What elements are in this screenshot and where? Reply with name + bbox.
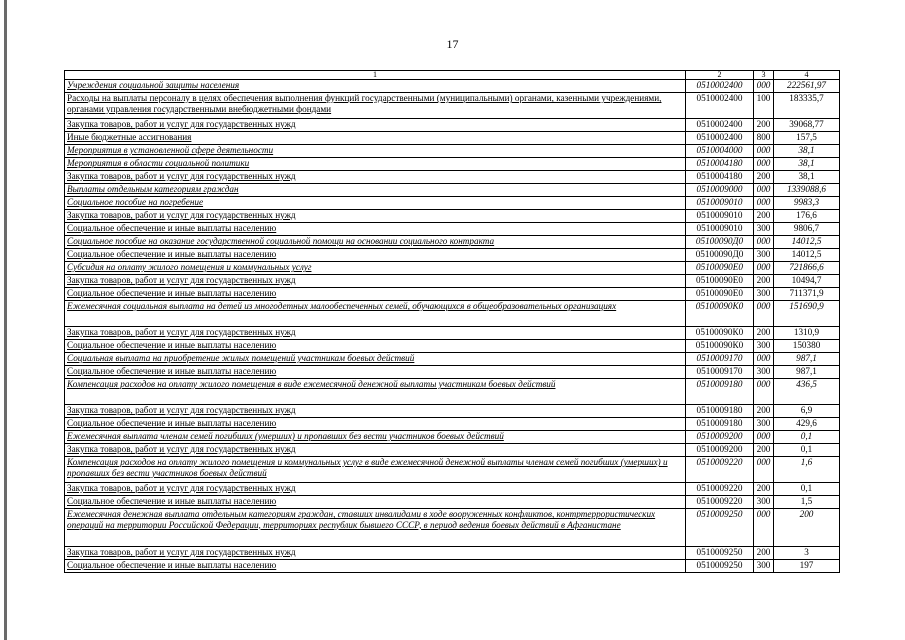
table-row [65,249,840,262]
row-code-cell: 0510009200 [686,431,754,444]
budget-table [64,70,840,573]
table-row [65,353,840,366]
row-code-cell: 0510002400 [686,119,754,132]
row-type-cell: 000 [754,509,774,547]
table-row [65,418,840,431]
row-name-cell: Закупка товаров, работ и услуг для государственных нужд [65,483,686,496]
row-name-cell: Социальное обеспечение и иные выплаты населению [65,366,686,379]
row-type-cell: 200 [754,275,774,288]
table-row [65,236,840,249]
row-name-cell: Закупка товаров, работ и услуг для государственных нужд [65,405,686,418]
row-name-cell: Закупка товаров, работ и услуг для государственных нужд [65,327,686,340]
row-code-cell: 0510009180 [686,405,754,418]
row-sum-cell: 1310,9 [774,327,840,340]
row-sum-cell: 10494,7 [774,275,840,288]
row-type-cell: 000 [754,353,774,366]
row-type-cell: 000 [754,301,774,327]
row-sum-cell: 429,6 [774,418,840,431]
table-row [65,366,840,379]
row-name-cell: Закупка товаров, работ и услуг для государственных нужд [65,119,686,132]
row-name-cell: Расходы на выплаты персоналу в целях обеспечения выполнения функций государственными (муниципальными) органами, казенными учреждениями, органами управления государственными внебюджетными фондами [65,93,686,119]
row-name-cell: Субсидия на оплату жилого помещения и коммунальных услуг [65,262,686,275]
row-type-cell: 200 [754,119,774,132]
table-row [65,288,840,301]
table-row [65,327,840,340]
row-name-cell: Учреждения социальной защиты населения [65,80,686,93]
row-code-cell: 0510002400 [686,80,754,93]
row-code-cell: 05100090К0 [686,327,754,340]
row-name-cell: Компенсация расходов на оплату жилого помещения и коммунальных услуг в виде ежемесячной денежной выплаты членам семей погибших (умерших) и пропавших без вести участников боевых действий [65,457,686,483]
row-sum-cell: 711371,9 [774,288,840,301]
row-type-cell: 200 [754,547,774,560]
row-type-cell: 300 [754,288,774,301]
row-sum-cell: 436,5 [774,379,840,405]
row-sum-cell: 6,9 [774,405,840,418]
row-sum-cell: 987,1 [774,353,840,366]
table-row [65,379,840,405]
row-type-cell: 200 [754,210,774,223]
row-name-cell: Компенсация расходов на оплату жилого помещения в виде ежемесячной денежной выплаты участникам боевых действий [65,379,686,405]
row-code-cell: 0510009220 [686,483,754,496]
table-row [65,197,840,210]
row-type-cell: 200 [754,444,774,457]
row-type-cell: 000 [754,262,774,275]
row-name-cell: Социальная выплата на приобретение жилых помещений участникам боевых действий [65,353,686,366]
row-sum-cell: 1,6 [774,457,840,483]
row-code-cell: 05100090Е0 [686,275,754,288]
table-row [65,301,840,327]
page-number: 17 [446,37,459,51]
row-type-cell: 300 [754,366,774,379]
table-row [65,509,840,547]
row-type-cell: 000 [754,158,774,171]
table-row [65,119,840,132]
row-code-cell: 0510009250 [686,560,754,573]
header-col-3: 3 [754,71,774,80]
row-type-cell: 100 [754,93,774,119]
table-header-row [65,71,840,80]
row-code-cell: 0510009170 [686,353,754,366]
header-col-4: 4 [774,71,840,80]
row-code-cell: 0510009250 [686,509,754,547]
table-row [65,171,840,184]
row-name-cell: Социальное обеспечение и иные выплаты населению [65,418,686,431]
row-code-cell: 0510004180 [686,158,754,171]
row-type-cell: 200 [754,405,774,418]
row-type-cell: 000 [754,457,774,483]
row-name-cell: Социальное обеспечение и иные выплаты населению [65,223,686,236]
row-name-cell: Мероприятия в установленной сфере деятельности [65,145,686,158]
row-sum-cell: 14012,5 [774,249,840,262]
row-type-cell: 300 [754,249,774,262]
row-sum-cell: 176,6 [774,210,840,223]
table-row [65,275,840,288]
row-type-cell: 000 [754,236,774,249]
row-code-cell: 0510009000 [686,184,754,197]
table-row [65,145,840,158]
row-sum-cell: 3 [774,547,840,560]
row-type-cell: 200 [754,327,774,340]
row-code-cell: 0510009220 [686,496,754,509]
header-col-2: 2 [686,71,754,80]
row-type-cell: 000 [754,184,774,197]
row-sum-cell: 197 [774,560,840,573]
row-name-cell: Социальное обеспечение и иные выплаты населению [65,288,686,301]
row-code-cell: 0510004180 [686,171,754,184]
row-code-cell: 0510009010 [686,197,754,210]
row-sum-cell: 0,1 [774,483,840,496]
row-sum-cell: 9806,7 [774,223,840,236]
row-name-cell: Социальное пособие на погребение [65,197,686,210]
row-type-cell: 800 [754,132,774,145]
row-type-cell: 300 [754,496,774,509]
row-code-cell: 05100090К0 [686,340,754,353]
row-sum-cell: 9983,3 [774,197,840,210]
row-name-cell: Ежемесячная социальная выплата на детей из многодетных малообеспеченных семей, обучающихся в общеобразовательных организациях [65,301,686,327]
row-name-cell: Закупка товаров, работ и услуг для государственных нужд [65,210,686,223]
row-code-cell: 0510009180 [686,379,754,405]
table-row [65,405,840,418]
row-type-cell: 000 [754,197,774,210]
row-sum-cell: 38,1 [774,145,840,158]
table-row [65,483,840,496]
row-name-cell: Закупка товаров, работ и услуг для государственных нужд [65,275,686,288]
table-row [65,340,840,353]
row-code-cell: 05100090Д0 [686,249,754,262]
table-row [65,223,840,236]
row-name-cell: Социальное обеспечение и иные выплаты населению [65,496,686,509]
row-name-cell: Иные бюджетные ассигнования [65,132,686,145]
row-sum-cell: 1,5 [774,496,840,509]
row-name-cell: Социальное обеспечение и иные выплаты населению [65,249,686,262]
table-row [65,547,840,560]
table-row [65,158,840,171]
row-code-cell: 0510009200 [686,444,754,457]
row-type-cell: 000 [754,145,774,158]
row-name-cell: Закупка товаров, работ и услуг для государственных нужд [65,547,686,560]
row-name-cell: Социальное обеспечение и иные выплаты населению [65,560,686,573]
table-row [65,132,840,145]
row-code-cell: 0510009170 [686,366,754,379]
row-sum-cell: 151690,9 [774,301,840,327]
row-name-cell: Мероприятия в области социальной политики [65,158,686,171]
table-row [65,262,840,275]
row-sum-cell: 1339088,6 [774,184,840,197]
row-name-cell: Ежемесячная выплата членам семей погибших (умерших) и пропавших без вести участников боевых действий [65,431,686,444]
row-code-cell: 0510004000 [686,145,754,158]
row-sum-cell: 14012,5 [774,236,840,249]
row-sum-cell: 987,1 [774,366,840,379]
row-type-cell: 300 [754,560,774,573]
row-code-cell: 05100090Е0 [686,288,754,301]
row-code-cell: 05100090К0 [686,301,754,327]
row-name-cell: Ежемесячная денежная выплата отдельным категориям граждан, ставших инвалидами в ходе вооруженных конфликтов, контртеррористических операций на территории Российской Федерации, территориях республик бывшего СССР, в период ведения боевых действий в Афганистане [65,509,686,547]
table-row [65,496,840,509]
row-sum-cell: 183335,7 [774,93,840,119]
row-type-cell: 200 [754,483,774,496]
row-name-cell: Социальное обеспечение и иные выплаты населению [65,340,686,353]
row-type-cell: 300 [754,223,774,236]
table-row [65,457,840,483]
row-type-cell: 000 [754,379,774,405]
row-code-cell: 0510009220 [686,457,754,483]
row-sum-cell: 0,1 [774,444,840,457]
row-code-cell: 05100090Е0 [686,262,754,275]
row-type-cell: 300 [754,340,774,353]
row-sum-cell: 150380 [774,340,840,353]
row-sum-cell: 721866,6 [774,262,840,275]
scan-edge-mark [4,0,7,640]
row-sum-cell: 222561,97 [774,80,840,93]
table-row [65,444,840,457]
row-type-cell: 300 [754,418,774,431]
row-name-cell: Выплаты отдельным категориям граждан [65,184,686,197]
row-sum-cell: 39068,77 [774,119,840,132]
row-code-cell: 0510009010 [686,210,754,223]
row-code-cell: 05100090Д0 [686,236,754,249]
row-sum-cell: 38,1 [774,171,840,184]
table-row [65,210,840,223]
row-sum-cell: 157,5 [774,132,840,145]
row-name-cell: Закупка товаров, работ и услуг для государственных нужд [65,171,686,184]
row-sum-cell: 200 [774,509,840,547]
row-sum-cell: 0,1 [774,431,840,444]
table-row [65,184,840,197]
row-sum-cell: 38,1 [774,158,840,171]
row-type-cell: 000 [754,80,774,93]
row-type-cell: 200 [754,171,774,184]
row-name-cell: Закупка товаров, работ и услуг для государственных нужд [65,444,686,457]
table-row [65,80,840,93]
table-row [65,93,840,119]
table-row [65,560,840,573]
row-code-cell: 0510009010 [686,223,754,236]
header-col-1: 1 [65,71,686,80]
row-code-cell: 0510002400 [686,132,754,145]
row-type-cell: 000 [754,431,774,444]
table-row [65,431,840,444]
row-name-cell: Социальное пособие на оказание государственной социальной помощи на основании социального контракта [65,236,686,249]
row-code-cell: 0510009180 [686,418,754,431]
row-code-cell: 0510009250 [686,547,754,560]
row-code-cell: 0510002400 [686,93,754,119]
